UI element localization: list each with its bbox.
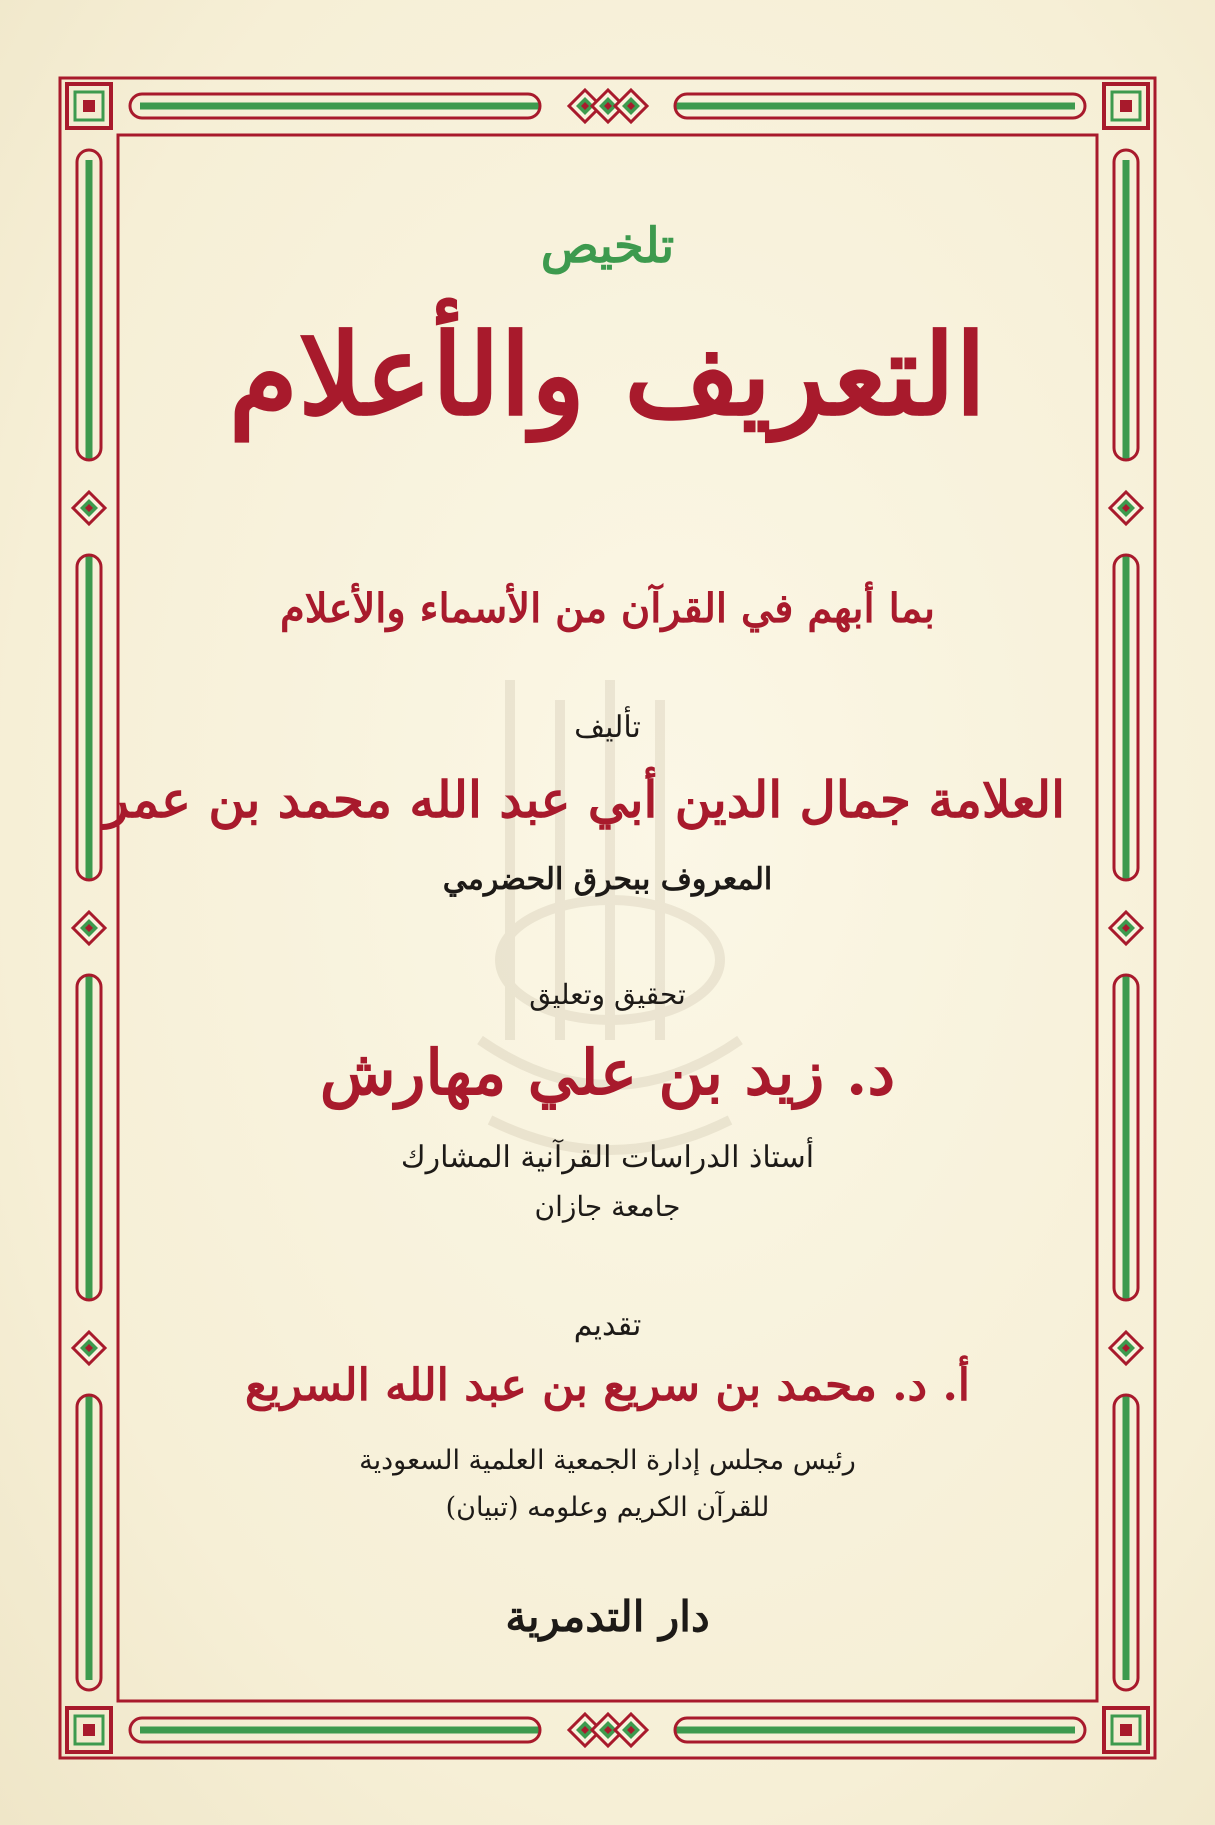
editor-title: أستاذ الدراسات القرآنية المشارك <box>400 1140 815 1175</box>
foreword-name: أ. د. محمد بن سريع بن عبد الله السريع <box>244 1360 971 1411</box>
editor-name: د. زيد بن علي مهارش <box>319 1036 896 1109</box>
author-label: تأليف <box>574 710 641 745</box>
author-known-as: المعروف ببحرق الحضرمي <box>442 862 773 897</box>
foreword-label: تقديم <box>573 1308 642 1343</box>
foreword-position-2: للقرآن الكريم وعلومه (تبيان) <box>445 1492 770 1523</box>
publisher-logo: دار التدمرية <box>505 1592 710 1641</box>
author-name: العلامة جمال الدين أبي عبد الله محمد بن عمر <box>104 770 1065 829</box>
editor-label: تحقيق وتعليق <box>529 978 686 1011</box>
subtitle: بما أبهم في القرآن من الأسماء والأعلام <box>279 585 936 632</box>
editor-university: جامعة جازان <box>534 1190 681 1223</box>
summary-word: تلخيص <box>540 218 675 274</box>
main-title: التعريف والأعلام <box>228 310 987 441</box>
title-content <box>104 200 1065 1680</box>
foreword-position-1: رئيس مجلس إدارة الجمعية العلمية السعودية <box>359 1445 856 1476</box>
